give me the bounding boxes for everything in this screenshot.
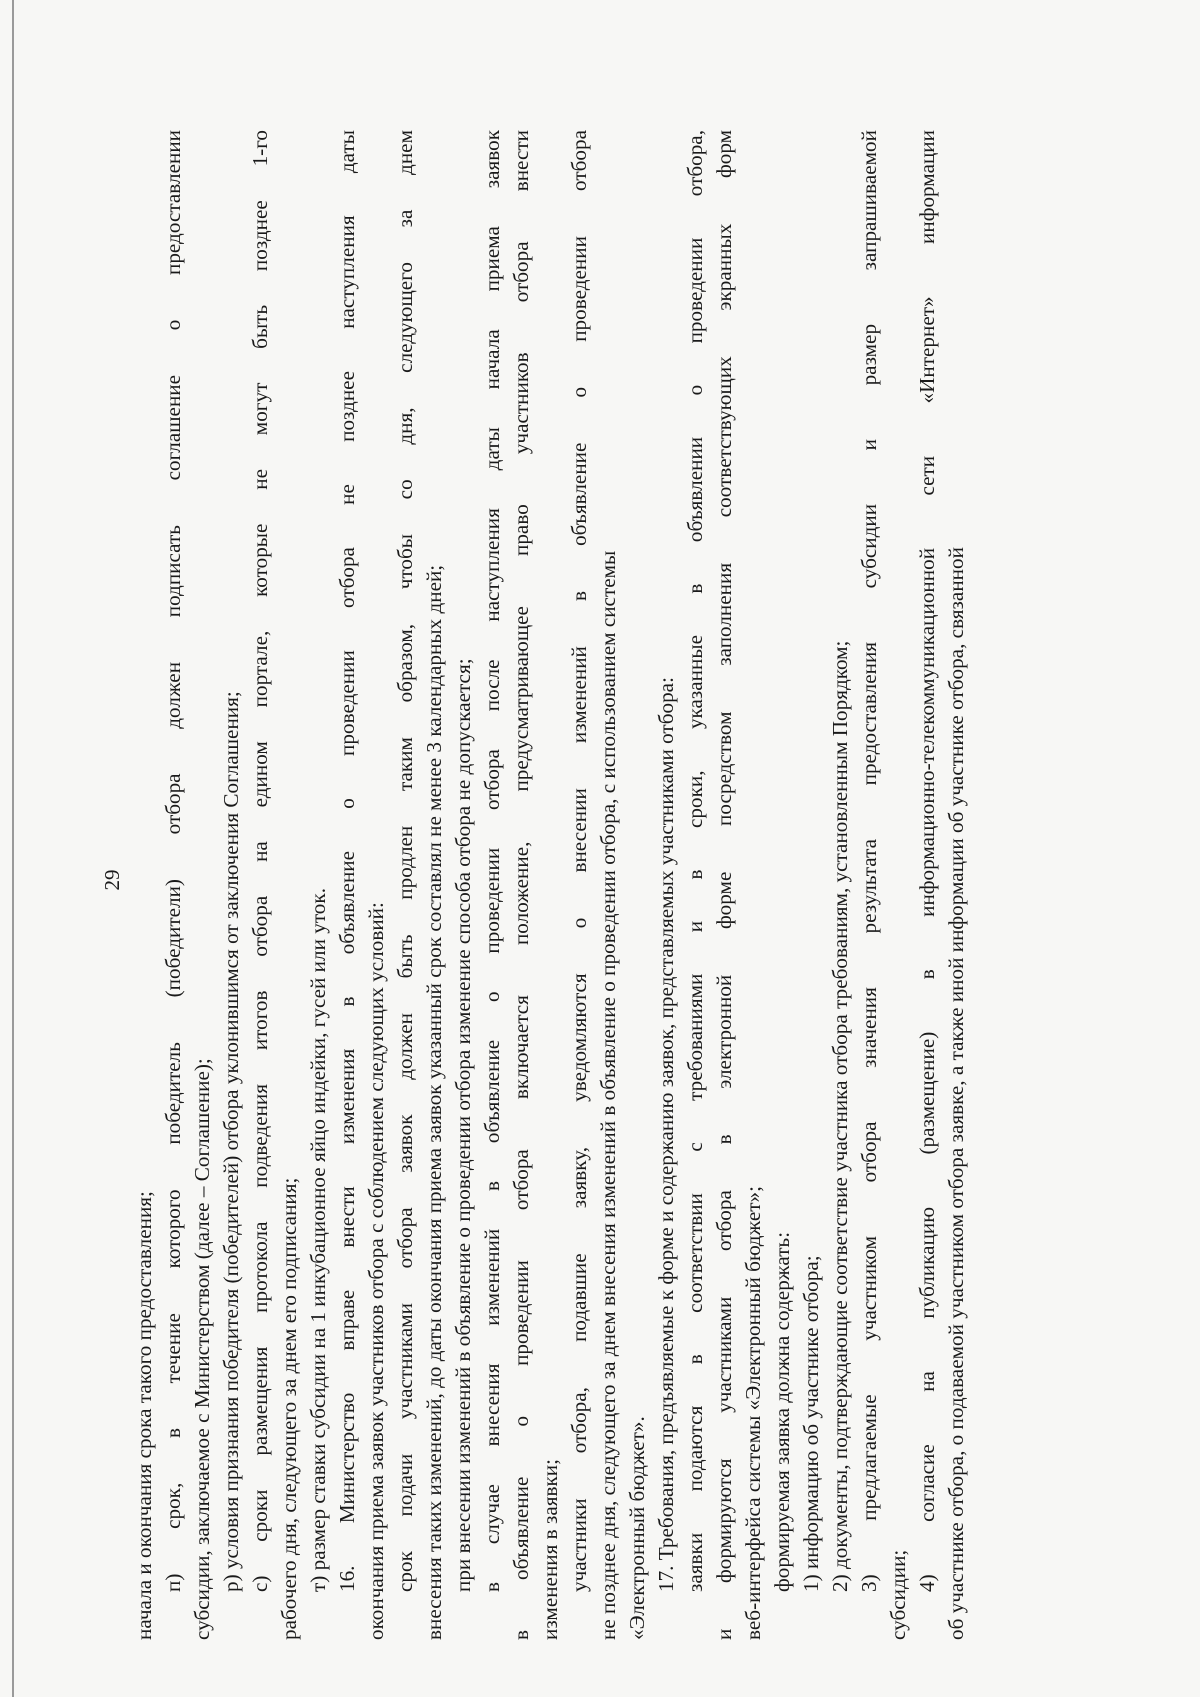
text-line: рабочего дня, следующего за днем его подписания;	[277, 1177, 301, 1640]
text-line: субсидии, заключаемое с Министерством (далее – Соглашение);	[190, 1058, 214, 1640]
text-line: изменения в заявки;	[538, 1458, 562, 1640]
text-line: р) условия признания победителя (победителей) отбора уклонившимся от заключения Соглашения;	[219, 691, 243, 1592]
text-line: п) срок, в течение которого победитель (победители) отбора должен подписать соглашение о предоставлении	[161, 130, 185, 1592]
text-line: не позднее дня, следующего за днем внесения изменений в объявление о проведении отбора, с использованием системы	[596, 550, 620, 1640]
text-line: 1) информацию об участнике отбора;	[799, 1255, 823, 1592]
text-line: об участнике отбора, о подаваемой участником отбора заявке, а также иной информации об участнике отбора, связанной	[944, 547, 968, 1640]
text-line: участники отбора, подавшие заявку, уведомляются о внесении изменений в объявление о проведении отбора	[567, 130, 591, 1592]
text-line: в случае внесения изменений в объявление о проведении отбора после наступления даты начала приема заявок	[480, 130, 504, 1592]
text-line: при внесении изменений в объявление о проведении отбора изменение способа отбора не допускается;	[451, 658, 475, 1592]
text-line: 3) предлагаемые участником отбора значения результата предоставления субсидии и размер запрашиваемой	[857, 130, 881, 1592]
text-line: и формируются участниками отбора в электронной форме посредством заполнения соответствующих экранных форм	[712, 130, 736, 1640]
text-line: с) сроки размещения протокола подведения итогов отбора на едином портале, которые не могут быть позднее 1-го	[248, 130, 272, 1592]
text-line: веб-интерфейса системы «Электронный бюджет»;	[741, 1186, 765, 1640]
text-line: «Электронный бюджет».	[625, 1416, 649, 1640]
document-body	[130, 130, 971, 1640]
page-number: 29	[100, 869, 124, 891]
text-line: срок подачи участниками отбора заявок должен быть продлен таким образом, чтобы со дня, следующего за днем	[393, 130, 417, 1592]
text-line: внесения таких изменений, до даты окончания приема заявок указанный срок составлял не менее 3 календарных дней;	[422, 564, 446, 1640]
text-line: 16. Министерство вправе внести изменения в объявление о проведении отбора не позднее наступления даты	[335, 130, 359, 1592]
text-line: субсидии;	[886, 1549, 910, 1640]
text-line: формируемая заявка должна содержать:	[770, 1231, 794, 1592]
text-line: 17. Требования, предъявляемые к форме и содержанию заявок, представляемых участниками отбора:	[654, 677, 678, 1592]
text-line: начала и окончания срока такого предоставления;	[132, 1191, 156, 1640]
text-line: окончания приема заявок участников отбора с соблюдением следующих условий:	[364, 902, 388, 1640]
text-line: т) размер ставки субсидии на 1 инкубационное яйцо индейки, гусей или уток.	[306, 888, 330, 1592]
rotated-page	[100, 100, 1080, 1660]
scan-edge-line	[12, 0, 14, 1697]
text-line: 4) согласие на публикацию (размещение) в информационно-телекоммуникационной сети «Интернет» информации	[915, 130, 939, 1592]
text-line: в объявление о проведении отбора включается положение, предусматривающее право участников отбора внести	[509, 130, 533, 1640]
text-line: 2) документы, подтверждающие соответствие участника отбора требованиям, установленным Порядком;	[828, 640, 852, 1592]
text-line: заявки подаются в соответствии с требованиями и в сроки, указанные в объявлении о проведении отбора,	[683, 130, 707, 1592]
